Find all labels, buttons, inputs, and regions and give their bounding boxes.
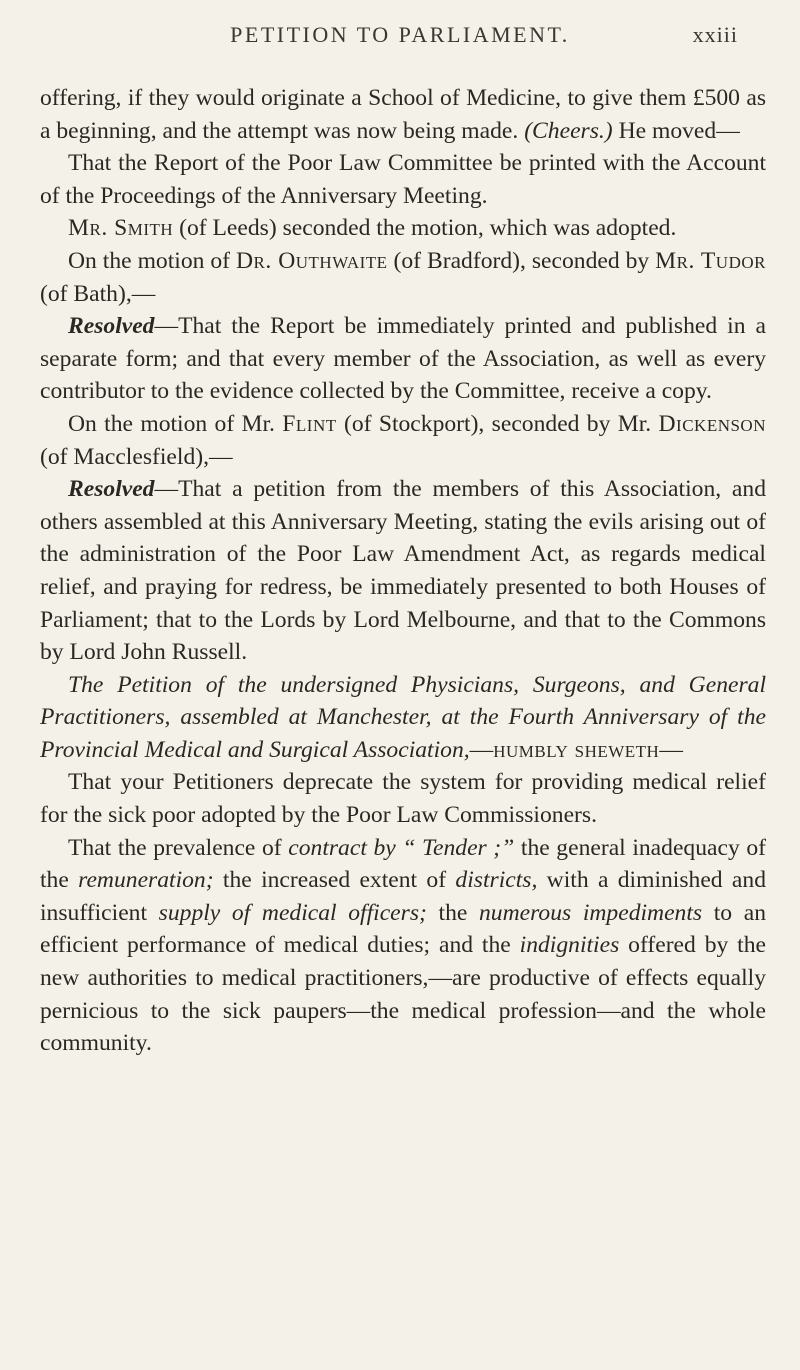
text-run: (of Bradford), seconded by xyxy=(387,247,656,274)
paragraph xyxy=(40,669,766,767)
text-run: That your Petitioners deprecate the system for providing medical relief for the sick poor adopted by the Poor Law Commissioners. xyxy=(40,769,766,829)
text-run: That the Report of the Poor Law Committee be printed with the Account of the Proceedings of the Anniversary Meeting. xyxy=(40,150,766,209)
text-run: —That the Report be immediately printed and published in a separate form; and that every member of the Association, as well as every contributor to the evidence collected by the Committee, receive a copy. xyxy=(40,313,766,405)
text-run: On the motion of xyxy=(68,247,236,274)
text-run: the xyxy=(426,899,479,926)
text-run: He moved— xyxy=(612,117,740,144)
running-title: PETITION TO PARLIAMENT. xyxy=(230,22,570,47)
text-run: offering, if they would originate a School of Medicine, to give them £500 as a beginning, and the attempt was now being made. xyxy=(40,85,766,144)
paragraph xyxy=(40,832,766,1060)
text-run: (of Macclesfield),— xyxy=(40,443,233,470)
text-run: The Petition of the undersigned Physicians, Surgeons, and General Practitioners, assembled at Manchester, at the Fourth Anniversary of the Provincial Medical and Surgical Association, xyxy=(40,671,766,763)
text-run: (of Stockport), seconded by Mr. xyxy=(336,410,659,437)
text-run: Flint xyxy=(282,410,337,437)
text-run: Dr. Outhwaite xyxy=(235,247,388,274)
text-run: offered by the new authorities to medical practitioners,—are productive of effects equally pernicious to the sick paupers—the medical profession—and the whole community. xyxy=(40,932,766,1057)
text-run: to an efficient performance of medical duties; and the xyxy=(40,899,767,959)
text-run: (Cheers.) xyxy=(524,117,613,144)
text-run: Mr. Smith xyxy=(68,215,174,242)
paragraph xyxy=(40,408,766,473)
text-run: the general inadequacy of the xyxy=(40,834,766,894)
page-header xyxy=(0,22,800,62)
paragraph xyxy=(40,245,766,310)
text-run: (of Leeds) seconded the motion, which was adopted. xyxy=(173,215,677,242)
paragraph xyxy=(40,473,766,669)
text-run: Resolved xyxy=(68,313,155,340)
text-run: contract by “ Tender ;” xyxy=(288,834,515,861)
text-run: indignities xyxy=(519,932,620,959)
text-run: Resolved xyxy=(68,476,155,503)
text-run: That the prevalence of xyxy=(68,834,289,861)
paragraph xyxy=(40,310,766,408)
paragraph xyxy=(40,147,766,212)
text-run: —That a petition from the members of this Association, and others assembled at this Anniversary Meeting, stating the evils arising out of the administration of the Poor Law Amendment Act, as regards medical relief, and praying for redress, be immediately presented to both Houses of Parliament; that to the Lords by Lord Melbourne, and that to the Commons by Lord John Russell. xyxy=(40,476,766,666)
text-run: Mr. Tudor xyxy=(655,247,766,274)
text-run: districts, xyxy=(455,867,538,894)
paragraph xyxy=(40,82,766,147)
text-run: humbly sheweth xyxy=(493,736,660,763)
body-text xyxy=(40,82,766,1060)
paragraph xyxy=(40,766,766,831)
text-run: the increased extent of xyxy=(213,867,456,894)
text-run: with a diminished and insufficient xyxy=(40,867,766,926)
text-run: supply of medical officers; xyxy=(158,899,427,926)
text-run: On the motion of Mr. xyxy=(68,410,283,437)
text-run: — xyxy=(659,736,683,763)
text-run: Dickenson xyxy=(658,410,766,437)
page-number: xxiii xyxy=(692,22,738,47)
text-run: numerous impediments xyxy=(479,899,703,926)
text-run: (of Bath),— xyxy=(40,280,156,307)
paragraph xyxy=(40,212,766,245)
text-run: remuneration; xyxy=(78,867,214,894)
text-run: — xyxy=(469,736,494,763)
